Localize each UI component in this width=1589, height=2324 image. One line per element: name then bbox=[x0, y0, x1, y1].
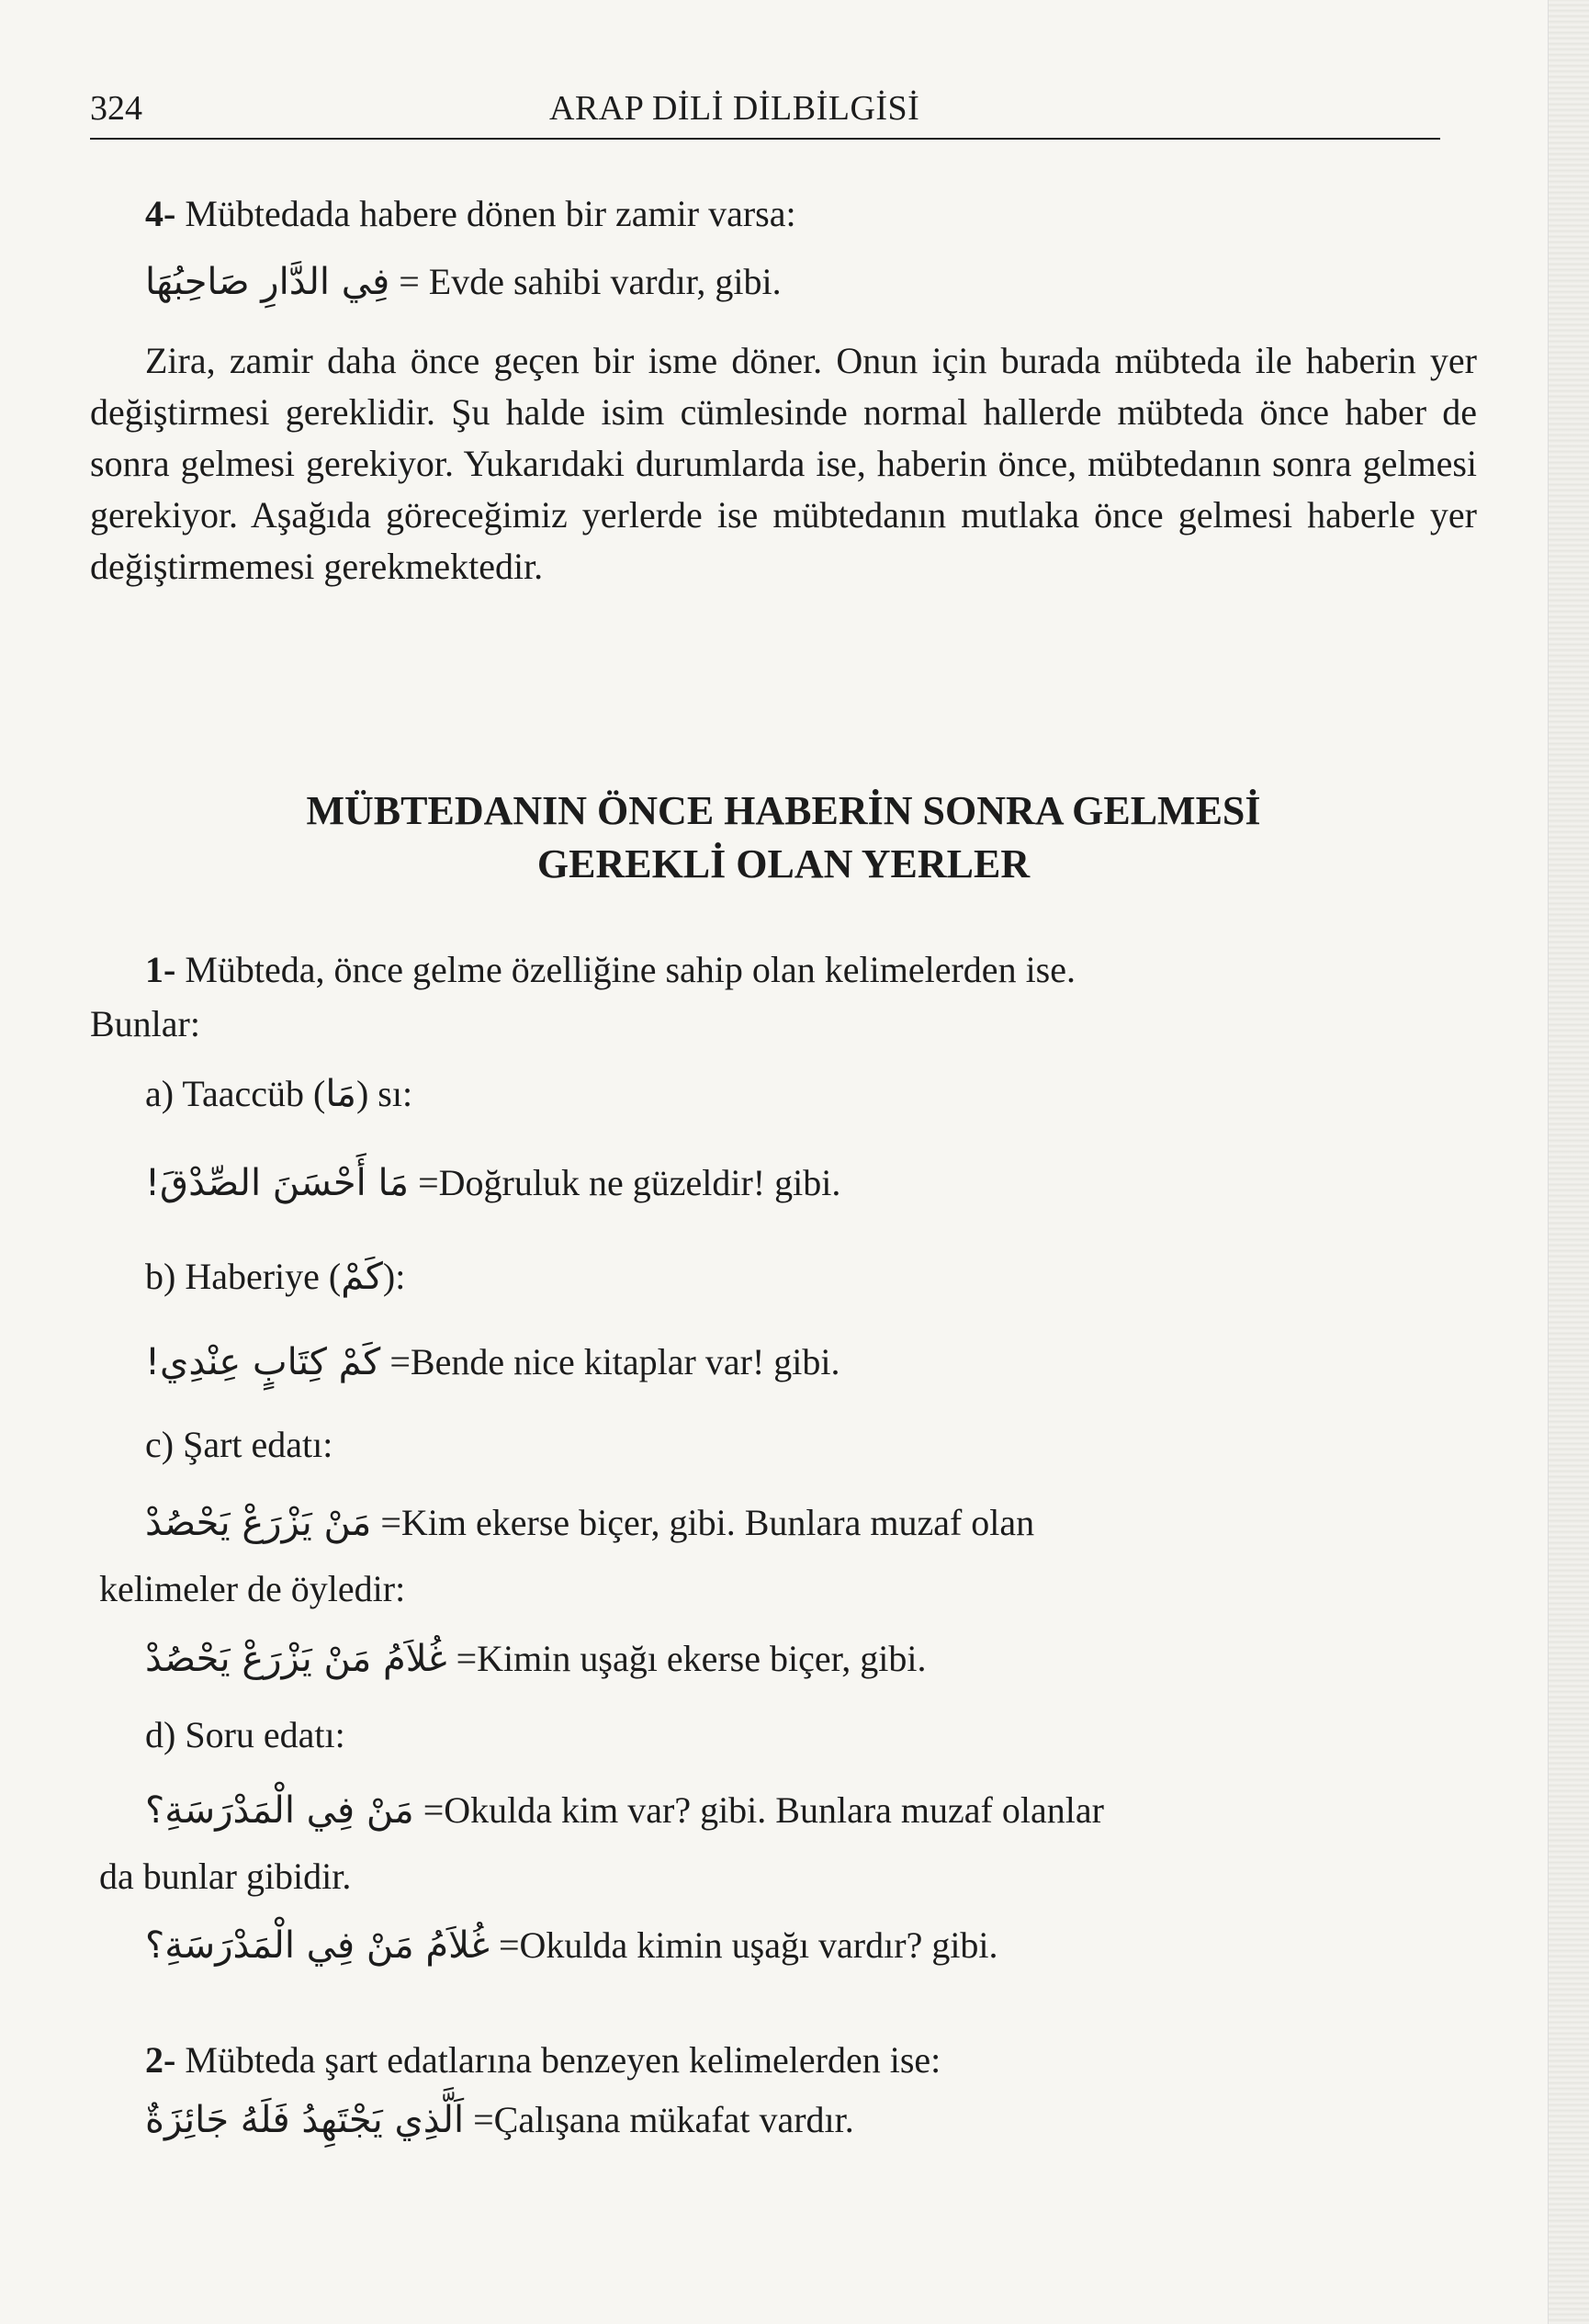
arabic-example: غُلاَمُ مَنْ فِي الْمَدْرَسَةِ؟ bbox=[145, 1924, 490, 1967]
arabic-example: اَلَّذِي يَجْتَهِدُ فَلَهُ جَائِزَةٌ bbox=[145, 2099, 465, 2141]
example-translation: =Okulda kimin uşağı vardır? gibi. bbox=[489, 1924, 998, 1966]
example-translation: =Kimin uşağı ekerse biçer, gibi. bbox=[446, 1638, 927, 1679]
arabic-term: مَا bbox=[325, 1073, 356, 1115]
example-translation: =Okulda kim var? gibi. Bunlara muzaf olanlar bbox=[413, 1789, 1104, 1831]
arabic-example: مَنْ يَزْرَعْ يَحْصُدْ bbox=[145, 1502, 372, 1544]
arabic-example: غُلاَمُ مَنْ يَزْرَعْ يَحْصُدْ bbox=[145, 1638, 447, 1680]
subitem-d-example bbox=[145, 1785, 1477, 1836]
item-2 bbox=[145, 2035, 1477, 2086]
item-text: Mübteda şart edatlarına benzeyen kelimelerden ise: bbox=[175, 2039, 941, 2081]
example-translation: = Evde sahibi vardır, gibi. bbox=[389, 261, 782, 302]
example-translation: =Bende nice kitaplar var! gibi. bbox=[380, 1341, 840, 1382]
subitem-b-example bbox=[145, 1337, 1477, 1388]
item-number: 4- bbox=[145, 193, 176, 234]
item-text: Mübteda, önce gelme özelliğine sahip olan kelimelerden ise. bbox=[175, 949, 1076, 990]
subitem-a-example bbox=[145, 1157, 1477, 1209]
item-1-bunlar: Bunlar: bbox=[90, 1003, 200, 1044]
subitem-d-example-2 bbox=[145, 1920, 1477, 1971]
item-2-example bbox=[145, 2094, 1477, 2146]
page-edge bbox=[1548, 0, 1589, 2324]
item-number: 1- bbox=[145, 949, 176, 990]
example-translation: =Çalışana mükafat vardır. bbox=[464, 2099, 854, 2140]
page-number: 324 bbox=[90, 89, 142, 128]
item-1 bbox=[145, 944, 1477, 996]
page-header bbox=[90, 83, 1440, 140]
explanation-paragraph: Zira, zamir daha önce geçen bir isme döner. Onun için burada mübteda ile haberin yer değiştirmesi gereklidir. Şu halde isim cümlesinde normal hallerde mübteda önce haber de sonra gelmesi gerekiyor. Yukarıdaki durumlarda ise, haberin önce, mübtedanın sonra gelmesi gerekiyor. Aşağıda göreceğimiz yerlerde ise mübtedanın mutlaka önce gelmesi haberle yer değiştirmemesi gerekmektedir. bbox=[90, 340, 1477, 587]
subitem-a-label: a) Taaccüb (مَا) sı: bbox=[145, 1073, 413, 1115]
section-heading-line-1: MÜBTEDANIN ÖNCE HABERİN SONRA GELMESİ bbox=[306, 788, 1261, 833]
subitem-b-label: b) Haberiye (كَمْ): bbox=[145, 1256, 406, 1298]
subitem-d-continuation: da bunlar gibidir. bbox=[99, 1856, 352, 1897]
subitem-c-continuation: kelimeler de öyledir: bbox=[99, 1568, 406, 1609]
subitem-c-example-2 bbox=[145, 1633, 1477, 1685]
subitem-c-example bbox=[145, 1497, 1477, 1549]
section-heading-line-2: GEREKLİ OLAN YERLER bbox=[536, 841, 1031, 886]
arabic-example: مَا أَحْسَنَ الصِّدْقَ! bbox=[145, 1162, 410, 1204]
header-rule bbox=[90, 138, 1440, 140]
arabic-term: كَمْ bbox=[341, 1256, 383, 1298]
running-title: ARAP DİLİ DİLBİLGİSİ bbox=[549, 89, 920, 128]
item-4 bbox=[145, 188, 1477, 240]
item-number: 2- bbox=[145, 2039, 176, 2081]
subitem-d-label: d) Soru edatı: bbox=[145, 1714, 345, 1755]
example-translation: =Doğruluk ne güzeldir! gibi. bbox=[409, 1162, 841, 1203]
item-4-example bbox=[145, 256, 1477, 308]
arabic-example: مَنْ فِي الْمَدْرَسَةِ؟ bbox=[145, 1789, 414, 1832]
arabic-example: كَمْ كِتَابٍ عِنْدِي! bbox=[145, 1341, 381, 1383]
arabic-example: فِي الدَّارِ صَاحِبُهَا bbox=[145, 261, 390, 303]
item-text: Mübtedada habere dönen bir zamir varsa: bbox=[175, 193, 796, 234]
example-translation: =Kim ekerse biçer, gibi. Bunlara muzaf olan bbox=[371, 1502, 1035, 1543]
subitem-c-label: c) Şart edatı: bbox=[145, 1424, 333, 1465]
